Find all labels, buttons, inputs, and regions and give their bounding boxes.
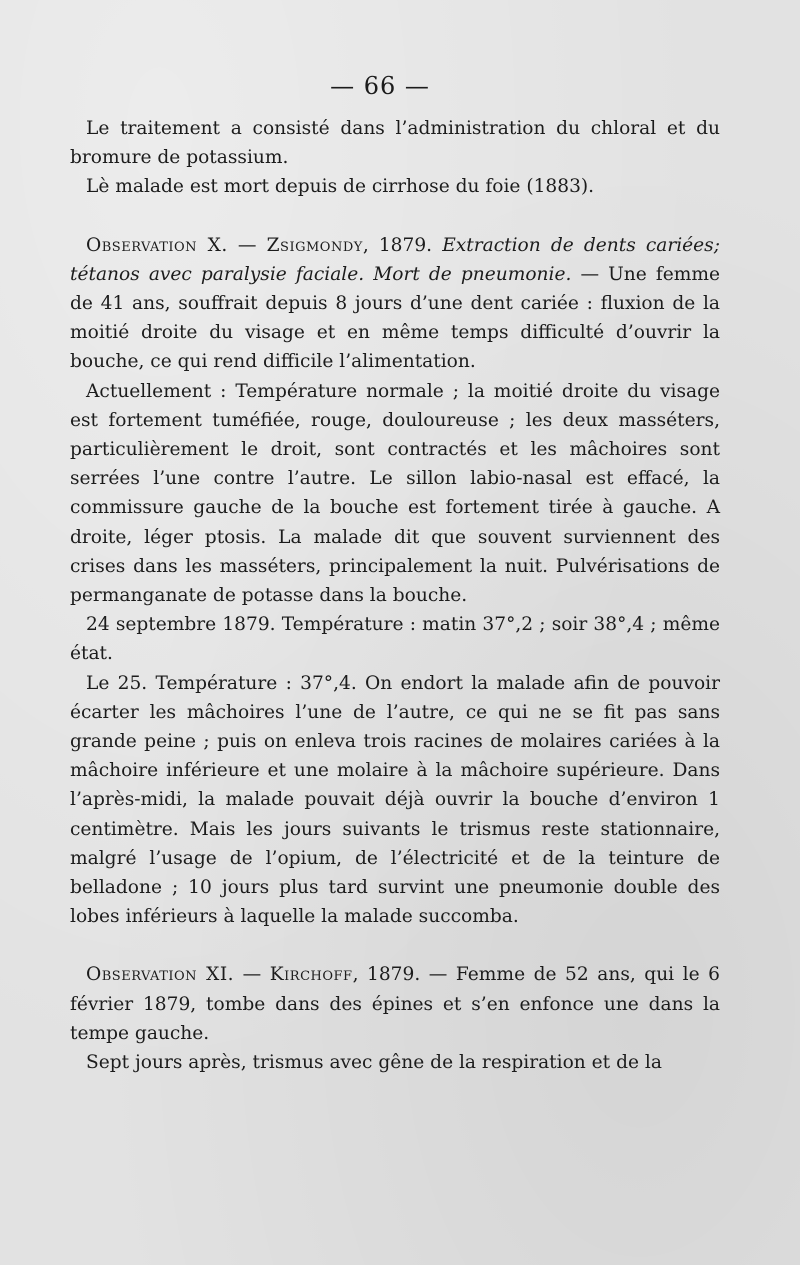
paragraph-current-state: Actuellement : Température normale ; la moitié droite du visage est fortement tuméfiée, rouge, douloureuse ; les deux masséters, particulièrement le droit, sont contractés et les mâchoires sont serrées l’une contre l’autre. Le sillon labio-nasal est effacé, la commissure gauche de la bouche est fortement tirée à gauche. A droite, léger ptosis. La malade dit que souvent surviennent des crises dans les masséters, principalement la nuit. Pulvérisations de permanganate de potasse dans la bouche. (70, 380, 720, 607)
observation-11-label: Observation XI. (86, 964, 235, 986)
observation-11-dash: — (234, 964, 270, 986)
observation-11-author: Kirchoff (269, 964, 353, 986)
paragraph-sept-24: 24 septembre 1879. Température : matin 37°,2 ; soir 38°,4 ; même état. (70, 614, 720, 665)
paragraph-treatment: Le traitement a consisté dans l’administration du chloral et du bromure de potassium. (70, 118, 720, 169)
observation-10-author: Zsigmondy (266, 234, 363, 256)
observation-10-year: , 1879. (362, 234, 443, 256)
observation-10-label: Observation X. (86, 234, 228, 256)
paragraph-sept-25: Le 25. Température : 37°,4. On endort la malade afin de pouvoir écarter les mâchoires l’une de l’autre, ce qui ne se fit pas sans grande peine ; puis on enleva trois racines de molaires cariées à la mâchoire inférieure et une molaire à la mâchoire supérieure. Dans l’après-midi, la malade pouvait déjà ouvrir la bouche d’environ 1 centimètre. Mais les jours suivants le trismus reste stationnaire, malgré l’usage de l’opium, de l’électricité et de la teinture de belladone ; 10 jours plus tard survint une pneumonie double des lobes inférieurs à laquelle la malade succomba. (70, 672, 720, 928)
section-gap (70, 931, 720, 960)
observation-10-dash: — (227, 234, 267, 256)
observation-11 (70, 960, 720, 1048)
observation-10 (70, 231, 720, 377)
observation-10-title: Extraction de dents cariées; tétanos avec paralysie faciale. Mort de pneumonie. (70, 234, 720, 285)
page-number: — 66 — (330, 72, 430, 100)
page-body (70, 114, 720, 1077)
paragraph-seven-days: Sept jours après, trismus avec gêne de la respiration et de la (86, 1052, 662, 1074)
paragraph-death: Lè malade est mort depuis de cirrhose du foie (1883). (86, 176, 595, 198)
section-gap (70, 202, 720, 231)
observation-11-body: , 1879. — Femme de 52 ans, qui le 6 février 1879, tombe dans des épines et s’en enfonce une dans la tempe gauche. (70, 964, 720, 1044)
observation-10-body: — Une femme de 41 ans, souffrait depuis 8 jours d’une dent cariée : fluxion de la moitié droite du visage et en même temps difficulté d’ouvrir la bouche, ce qui rend difficile l’alimentation. (70, 263, 720, 373)
